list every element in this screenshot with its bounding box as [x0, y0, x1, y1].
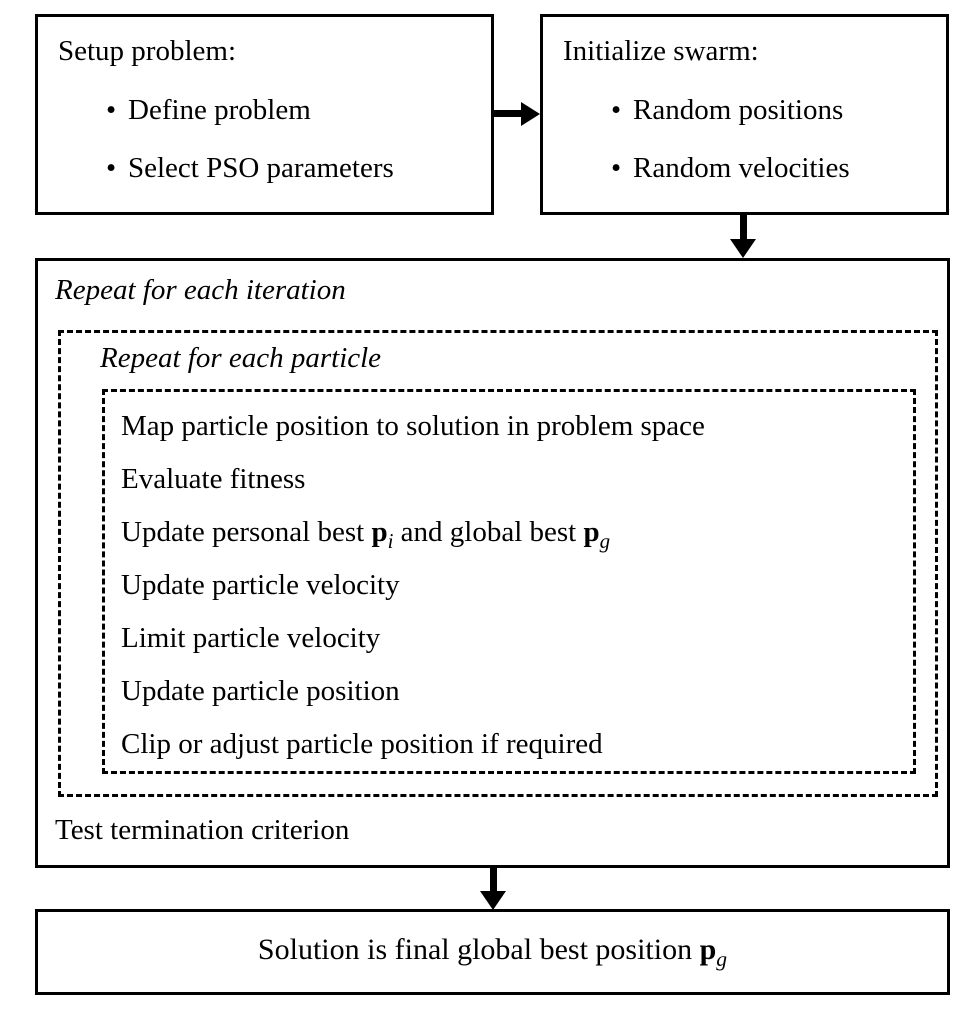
setup-problem-box: [35, 14, 494, 215]
list-item-label: Define problem: [128, 94, 311, 126]
particle-loop-label: Repeat for each particle: [100, 342, 382, 374]
arrow-line: [491, 110, 521, 117]
arrow-init-to-iteration: [730, 215, 756, 258]
step-text: Update personal best: [121, 516, 372, 548]
termination-label: Test termination criterion: [55, 814, 350, 846]
bullet-icon: •: [106, 152, 117, 184]
subscript-i: i: [387, 528, 394, 553]
bullet-icon: •: [611, 152, 622, 184]
vector-p-personal: p: [371, 516, 388, 548]
vector-p-global: p: [699, 932, 717, 966]
initialize-swarm-box: [540, 14, 949, 215]
arrow-down-icon: [730, 239, 756, 258]
list-item-label: Random positions: [633, 94, 844, 126]
list-item: [563, 91, 938, 129]
step-map-position: Map particle position to solution in problem space: [121, 410, 705, 442]
step-limit-velocity: Limit particle velocity: [121, 622, 381, 654]
list-item: [58, 149, 483, 187]
solution-text-pre: Solution is final global best position: [257, 932, 700, 966]
particle-steps-box: [102, 389, 916, 774]
step-text: and global best: [393, 516, 584, 548]
bullet-icon: •: [611, 94, 622, 126]
list-item: [563, 149, 938, 187]
bullet-icon: •: [106, 94, 117, 126]
subscript-g: g: [716, 946, 728, 971]
iteration-loop-label: Repeat for each iteration: [55, 274, 346, 306]
list-item-label: Random velocities: [633, 152, 850, 184]
arrow-iteration-to-solution: [480, 868, 506, 910]
list-item: [58, 91, 483, 129]
arrow-down-icon: [480, 891, 506, 910]
vector-p-global: p: [583, 516, 600, 548]
step-update-position: Update particle position: [121, 675, 400, 707]
arrow-setup-to-init: [491, 101, 540, 126]
arrow-line: [490, 868, 497, 891]
solution-text: [258, 933, 727, 972]
setup-box-title: Setup problem:: [58, 35, 237, 67]
list-item-label: Select PSO parameters: [128, 152, 394, 184]
step-clip-position: Clip or adjust particle position if required: [121, 728, 603, 760]
step-update-velocity: Update particle velocity: [121, 569, 400, 601]
init-box-title: Initialize swarm:: [563, 35, 759, 67]
solution-box: [35, 909, 950, 995]
step-evaluate-fitness: Evaluate fitness: [121, 463, 306, 495]
subscript-g: g: [599, 528, 611, 553]
arrow-line: [740, 215, 747, 239]
arrow-right-icon: [521, 102, 540, 126]
step-update-best: [121, 506, 907, 559]
